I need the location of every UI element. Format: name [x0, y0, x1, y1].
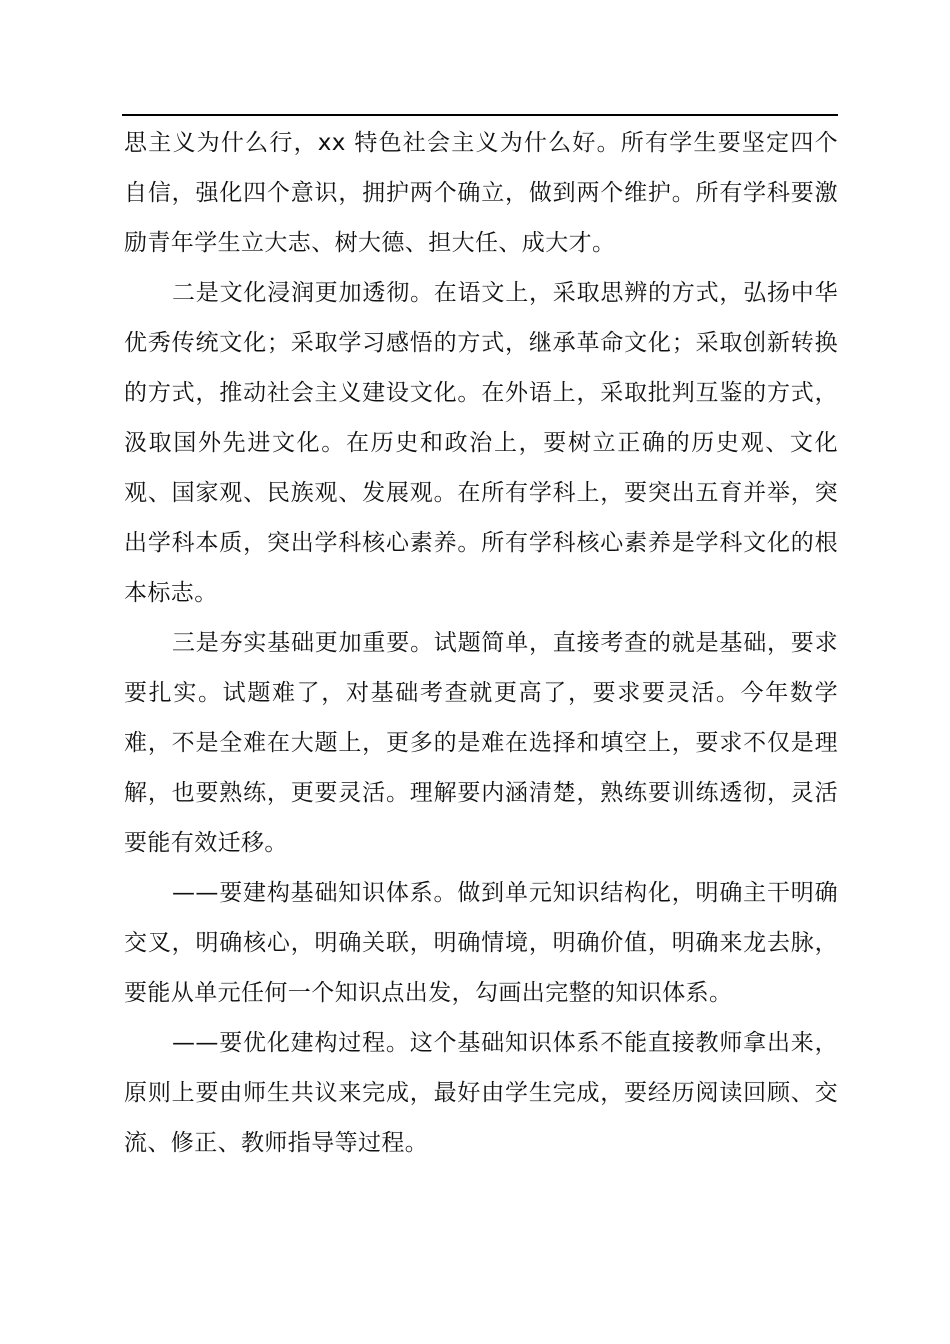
- paragraph-construction-process: ——要优化建构过程。这个基础知识体系不能直接教师拿出来，原则上要由师生共议来完成，最好由学生完成，要经历阅读回顾、交流、修正、教师指导等过程。: [124, 1030, 838, 1156]
- paragraph-knowledge-system: ——要建构基础知识体系。做到单元知识结构化，明确主干明确交叉，明确核心，明确关联，明确情境，明确价值，明确来龙去脉，要能从单元任何一个知识点出发，勾画出完整的知识体系。: [124, 880, 838, 1006]
- document-body: [124, 118, 838, 1168]
- paragraph-continuation: 思主义为什么行，xx 特色社会主义为什么好。所有学生要坚定四个自信，强化四个意识，拥护两个确立，做到两个维护。所有学科要激励青年学生立大志、树大德、担大任、成大才。: [124, 130, 838, 256]
- paragraph-culture: 二是文化浸润更加透彻。在语文上，采取思辨的方式，弘扬中华优秀传统文化；采取学习感悟的方式，继承革命文化；采取创新转换的方式，推动社会主义建设文化。在外语上，采取批判互鉴的方式，汲取国外先进文化。在历史和政治上，要树立正确的历史观、文化观、国家观、民族观、发展观。在所有学科上，要突出五育并举，突出学科本质，突出学科核心素养。所有学科核心素养是学科文化的根本标志。: [124, 280, 838, 606]
- header-rule: [122, 114, 838, 116]
- paragraph-foundation: 三是夯实基础更加重要。试题简单，直接考查的就是基础，要求要扎实。试题难了，对基础考查就更高了，要求要灵活。今年数学难，不是全难在大题上，更多的是难在选择和填空上，要求不仅是理解，也要熟练，更要灵活。理解要内涵清楚，熟练要训练透彻，灵活要能有效迁移。: [124, 630, 838, 856]
